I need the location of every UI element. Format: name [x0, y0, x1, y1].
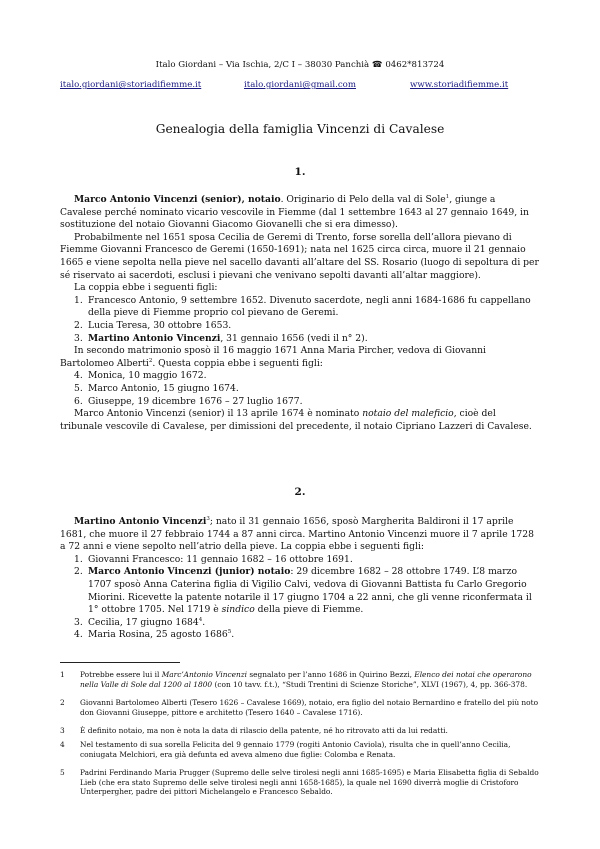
footnote-ref-2[interactable]: 2 — [148, 357, 153, 364]
email-link-gmail[interactable]: italo.giordani@gmail.com — [244, 80, 356, 90]
footnote-3: 3 È definito notaio, ma non è nota la data di rilascio della patente, né ho ritrovato atti da lui redatti. — [60, 726, 448, 735]
footnote-ref-1[interactable]: 1 — [445, 193, 450, 200]
footnote-separator — [60, 662, 180, 663]
list-item: 3. Cecilia, 17 giugno 1684$^4$. — [74, 616, 206, 628]
list-item: 6. Giuseppe, 19 dicembre 1676 – 27 luglio 1677. — [74, 395, 303, 407]
footnote-ref-4[interactable]: 4 — [198, 616, 203, 623]
footnote-5: 5 Padrini Ferdinando Maria Prugger (Supremo delle selve tirolesi negli anni 1685-1695) e Maria Elisabetta figlia di Sebaldo Lieb (che era stato Supremo delle selve tirolesi negli anni 1658-1685), la quale nel 1690 diverrà moglie di Cristoforo Unterpergher, padre dei pittori Michelangelo e Francesco Sebaldo. — [60, 768, 539, 797]
footnote-ref-3[interactable]: 3 — [206, 515, 210, 522]
footnote-4: 4 Nel testamento di sua sorella Felicita del 9 gennaio 1779 (rogiti Antonio Caviola), risulta che in quell’anno Cecilia, coniugata Melchiori, era già defunta ed aveva almeno due figlie: Colomba e Renata. — [60, 740, 511, 759]
list-item: 1. Giovanni Francesco: 11 gennaio 1682 – 16 ottobre 1691. — [74, 553, 353, 565]
person-name: Martino Antonio Vincenzi — [74, 516, 207, 527]
section-1-number: 1. — [294, 166, 306, 178]
website-link[interactable]: www.storiadifiemme.it — [410, 80, 509, 90]
email-link-storiadifiemme[interactable]: italo.giordani@storiadifiemme.it — [60, 80, 202, 90]
list-item: 4. Maria Rosina, 25 agosto 1686$^5$. — [74, 629, 235, 641]
section-2-body — [60, 516, 540, 642]
footnote-1: 1 Potrebbe essere lui il Marc’Antonio Vincenzi segnalato per l’anno 1686 in Quirino Bezzi, Elenco dei notai che operarono nella Valle di Sole dal 1200 al 1800 (con 10 tavv. f.t.), “Studi Trentini di Scienze Storiche”, XLVI (1967), 4, pp. 366-378. — [60, 670, 532, 689]
header-address: Italo Giordani – Via Ischia, 2/C I – 38030 Panchià ☎ 0462*813724 — [155, 60, 445, 70]
section-1-paragraph-4: In secondo matrimonio sposò il 16 maggio 1671 Anna Maria Pircher, vedova di Giovanni Bartolomeo Alberti$^2$. Questa coppia ebbe i seguenti figli: — [60, 345, 486, 369]
footnote-2: 2 Giovanni Bartolomeo Alberti (Tesero 1626 – Cavalese 1669), notaio, era figlio del notaio Bernardino e fratello del più noto don Giovanni Giuseppe, pittore e architetto (Tesero 1640 – Cavalese 1716). — [60, 698, 539, 717]
list-item: 5. Marco Antonio, 15 giugno 1674. — [74, 382, 239, 394]
list-item: 2. Marco Antonio Vincenzi (junior) notaio: 29 dicembre 1682 – 28 ottobre 1749. L’8 marzo 1707 sposò Anna Caterina figlia di Vigilio Calvi, vedova di Giovanni Battista fu Carlo Gregorio Miorini. Ricevette la patente notarile il 17 giugno 1704 a 22 anni, che gli venne riconfermata il 1° ottobre 1705. Nel 1719 è sindico della pieve di Fiemme. — [74, 566, 532, 616]
list-item: 1. Francesco Antonio, 9 settembre 1652. Divenuto sacerdote, negli anni 1684-1686 fu cappellano della pieve di Fiemme proprio col pievano de Geremi. — [74, 294, 531, 319]
section-1-paragraph-5: Marco Antonio Vincenzi (senior) il 13 aprile 1674 è nominato notaio del maleficio, cioè del tribunale vescovile di Cavalese, per dimissioni del precedente, il notaio Cipriano Lazzeri di Cavalese. — [60, 408, 532, 432]
footnote-ref-5[interactable]: 5 — [227, 629, 232, 636]
section-2-paragraph-1: Martino Antonio Vincenzi$^3$; nato il 31 gennaio 1656, sposò Margherita Baldironi il 17 aprile 1681, che muore il 27 febbraio 1744 a 87 anni circa. Martino Antonio Vincenzi muore il 7 aprile 1728 a 72 anni e viene sepolto nell’atrio della pieve. La coppia ebbe i seguenti figli: — [60, 515, 534, 553]
list-item: 2. Lucia Teresa, 30 ottobre 1653. — [74, 319, 232, 331]
document-title: Genealogia della famiglia Vincenzi di Cavalese — [155, 122, 445, 136]
section-1-paragraph-2: Probabilmente nel 1651 sposa Cecilia de Geremi di Trento, forse sorella dell’allora pievano di Fiemme Giovanni Francesco de Geremi (1650-1691); nata nel 1625 circa circa, muore il 21 gennaio 1665 e viene sepolta nella pieve nel sacello davanti all’altare del SS. Rosario (luogo di sepoltura di per sé riservato ai sacerdoti, esclusi i pievani che venivano sepolti davanti all’altar maggiore). — [60, 231, 539, 281]
person-name: Marco Antonio Vincenzi (senior), notaio — [74, 194, 281, 205]
section-2-number: 2. — [294, 486, 306, 498]
section-1-paragraph-1: Marco Antonio Vincenzi (senior), notaio. Originario di Pelo della val di Sole$^1$, giunge a Cavalese perché nominato vicario vescovile in Fiemme (dal 1 settembre 1643 al 27 gennaio 1649, in sostituzione del notaio Giovanni Giacomo Giovanelli che si era dimesso). — [60, 193, 529, 231]
list-item: 4. Monica, 10 maggio 1672. — [74, 370, 207, 382]
section-1-paragraph-3: La coppia ebbe i seguenti figli: — [74, 282, 218, 294]
list-item: 3. Martino Antonio Vincenzi, 31 gennaio 1656 (vedi il n° 2). — [74, 332, 368, 344]
section-1-body — [60, 194, 540, 433]
